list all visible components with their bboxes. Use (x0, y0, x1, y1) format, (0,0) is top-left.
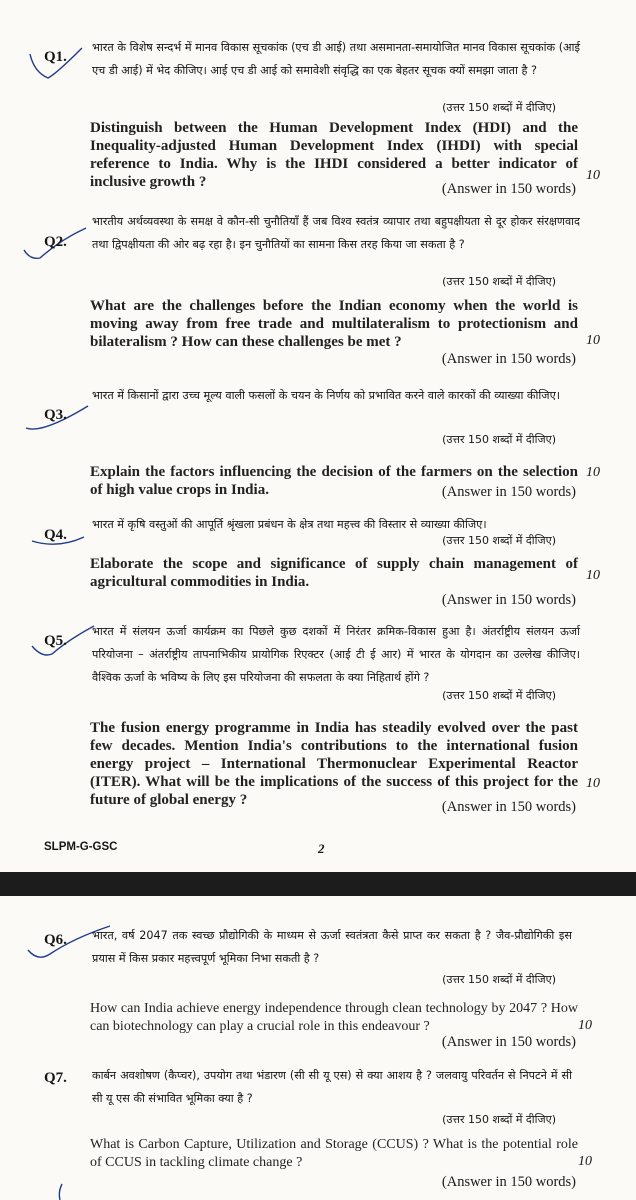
question-text-hindi: भारत में किसानों द्वारा उच्च मूल्य वाली फसलों के चयन के निर्णय को प्रभावित करने वाले कारकों की व्याख्या कीजिए। (92, 389, 561, 402)
word-limit-hindi: (उत्तर 150 शब्दों में दीजिए) (442, 275, 556, 288)
word-limit-english: (Answer in 150 words) (441, 351, 576, 367)
question-number: Q6. (44, 932, 67, 948)
word-limit-english: (Answer in 150 words) (441, 592, 576, 608)
word-limit-hindi: (उत्तर 150 शब्दों में दीजिए) (442, 1113, 556, 1126)
question-text-english: How can India achieve energy independence through clean technology by 2047 ? How can biotechnology can play a crucial role in this endeavour ? (90, 1001, 578, 1034)
pen-tick-mark-icon (52, 1182, 72, 1200)
marks: 10 (586, 168, 600, 183)
question-text-hindi: कार्बन अवशोषण (कैप्चर), उपयोग तथा भंडारण (सी सी यू एस) से क्या आशय है ? जलवायु परिवर्तन से निपटने में सी सी यू एस की संभावित भूमिका क्या है ? (92, 1069, 572, 1105)
word-limit-english: (Answer in 150 words) (441, 799, 576, 815)
marks: 10 (578, 1018, 592, 1033)
word-limit-hindi: (उत्तर 150 शब्दों में दीजिए) (442, 689, 556, 702)
question-number: Q5. (44, 633, 67, 649)
word-limit-english: (Answer in 150 words) (441, 484, 576, 500)
question-text-hindi: भारत, वर्ष 2047 तक स्वच्छ प्रौद्योगिकी के माध्यम से ऊर्जा स्वतंत्रता कैसे प्राप्त कर सकता है ? जैव-प्रौद्योगिकी इस प्रयास में किस प्रकार महत्त्वपूर्ण भूमिका निभा सकती है ? (92, 929, 572, 965)
word-limit-english: (Answer in 150 words) (441, 1174, 576, 1190)
question-text-english: What are the challenges before the Indian economy when the world is moving away from free trade and multilateralism to protectionism and bilateralism ? How can these challenges be met ? (90, 298, 578, 350)
question-text-english: Elaborate the scope and significance of supply chain management of agricultural commodities in India. (90, 556, 578, 590)
page-number: 2 (318, 841, 325, 856)
marks: 10 (586, 333, 600, 348)
question-number: Q4. (44, 527, 67, 543)
question-text-english: The fusion energy programme in India has steadily evolved over the past few decades. Mention India's contributions to the international fusion energy project – International Thermonuclear Experimental Reactor (ITER). What will be the implications of the success of this project for the future of global energy ? (90, 720, 578, 808)
marks: 10 (586, 465, 600, 480)
question-number: Q7. (44, 1070, 67, 1086)
question-text-english: Explain the factors influencing the decision of the farmers on the selection of high value crops in India. (90, 464, 578, 498)
paper-code: SLPM-G-GSC (44, 841, 118, 853)
word-limit-english: (Answer in 150 words) (441, 181, 576, 197)
word-limit-hindi: (उत्तर 150 शब्दों में दीजिए) (442, 433, 556, 446)
question-text-hindi: भारतीय अर्थव्यवस्था के समक्ष वे कौन-सी चुनौतियाँ हैं जब विश्व स्वतंत्र व्यापार तथा बहुपक्षीयता से दूर होकर संरक्षणवाद तथा द्विपक्षीयता की ओर बढ़ रहा है। इन चुनौतियों का सामना किस तरह किया जा सकता है ? (92, 215, 580, 251)
marks: 10 (578, 1154, 592, 1169)
question-number: Q2. (44, 234, 67, 250)
word-limit-hindi: (उत्तर 150 शब्दों में दीजिए) (442, 534, 556, 547)
question-text-english: What is Carbon Capture, Utilization and Storage (CCUS) ? What is the potential role of CCUS in tackling climate change ? (90, 1137, 578, 1170)
exam-page-2 (0, 896, 636, 1200)
word-limit-hindi: (उत्तर 150 शब्दों में दीजिए) (442, 101, 556, 114)
word-limit-english: (Answer in 150 words) (441, 1034, 576, 1050)
question-text-hindi: भारत के विशेष सन्दर्भ में मानव विकास सूचकांक (एच डी आई) तथा असमानता-समायोजित मानव विकास सूचकांक (आई एच डी आई) में भेद कीजिए। आई एच डी आई को समावेशी संवृद्धि का एक बेहतर सूचक क्यों समझा जाता है ? (92, 41, 580, 77)
marks: 10 (586, 776, 600, 791)
question-number: Q1. (44, 49, 67, 65)
marks: 10 (586, 568, 600, 583)
question-text-hindi: भारत में कृषि वस्तुओं की आपूर्ति श्रृंखला प्रबंधन के क्षेत्र तथा महत्त्व की विस्तार से व्याख्या कीजिए। (92, 518, 487, 531)
question-text-english: Distinguish between the Human Development Index (HDI) and the Inequality-adjusted Human Development Index (IHDI) with special reference to India. Why is the IHDI considered a better indicator of inclusive growth ? (90, 120, 578, 190)
question-number: Q3. (44, 407, 67, 423)
word-limit-hindi: (उत्तर 150 शब्दों में दीजिए) (442, 973, 556, 986)
question-text-hindi: भारत में संलयन ऊर्जा कार्यक्रम का पिछले कुछ दशकों में निरंतर क्रमिक-विकास हुआ है। अंतर्राष्ट्रीय संलयन ऊर्जा परियोजना – अंतर्राष्ट्रीय तापनाभिकीय प्रायोगिक रिएक्टर (आई टी ई आर) में भारत के योगदान का उल्लेख कीजिए। वैश्विक ऊर्जा के भविष्य के लिए इस परियोजना की सफलता के क्या निहितार्थ होंगे ? (92, 625, 580, 684)
